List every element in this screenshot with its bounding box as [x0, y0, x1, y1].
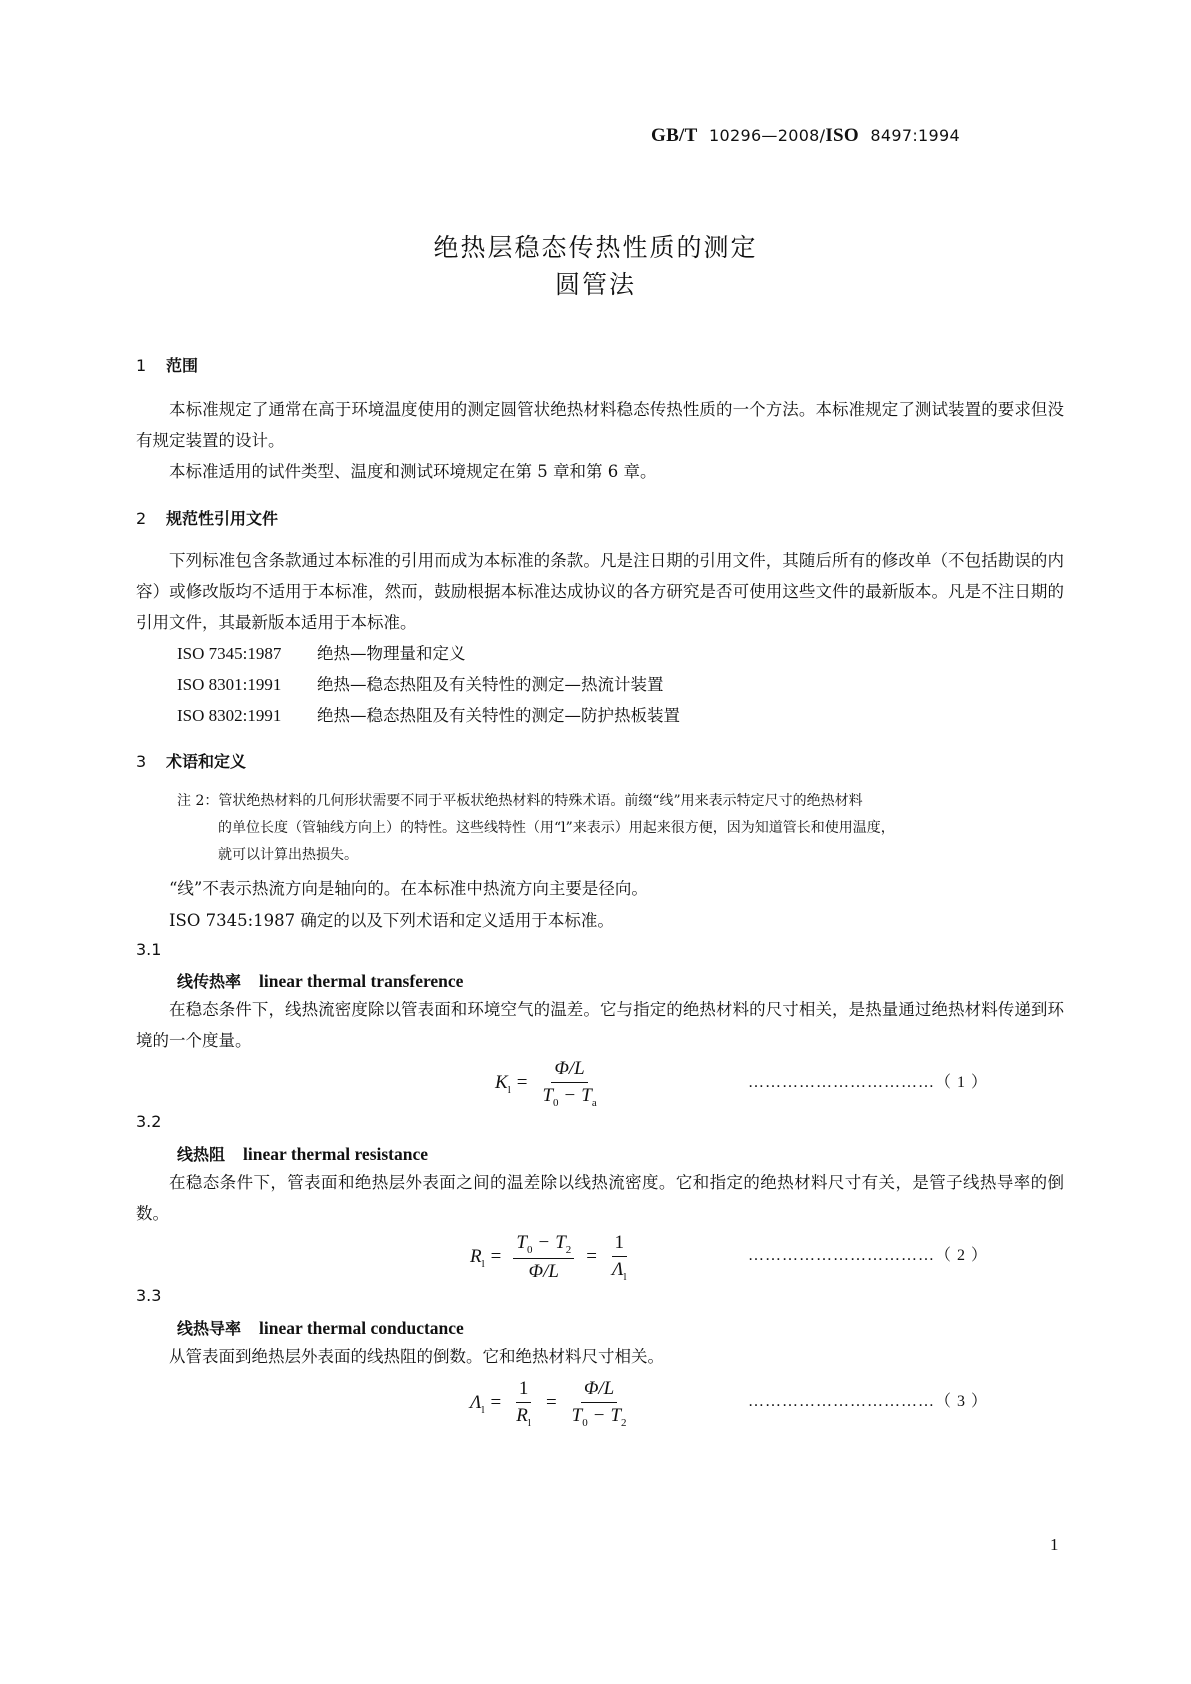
term-3-1-definition: 在稳态条件下，线热流密度除以管表面和环境空气的温差。它与指定的绝热材料的尺寸相关，是热量通过绝热材料传递到环境的一个度量。 — [136, 1000, 1064, 1050]
section-3-paragraph-1: “线”不表示热流方向是轴向的。在本标准中热流方向主要是径向。 — [169, 879, 648, 898]
document-title-line2: 圆管法 — [554, 270, 636, 299]
reference-item: ISO 7345:1987 绝热—物理量和定义 — [177, 644, 466, 663]
reference-item: ISO 8302:1991 绝热—稳态热阻及有关特性的测定—防护热板装置 — [177, 706, 680, 725]
term-3-1-number: 3.1 — [136, 940, 162, 959]
term-3-2-title: 线热阻 linear thermal resistance — [177, 1144, 429, 1164]
formula-2: $R_l$ = $\frac{T_0 - T_2}{\Phi/L}$ = $\frac{1}{\Lambda_l}$ — [470, 1232, 627, 1283]
formula-3: $\Lambda_l$ = $\frac{1}{R_l}$ = $\frac{\Phi/L}{T_0 - T_2}$ — [470, 1378, 627, 1429]
equation-number-2: ……………………………（ 2 ） — [748, 1247, 989, 1264]
term-3-2-number: 3.2 — [136, 1112, 162, 1131]
term-3-3-definition: 从管表面到绝热层外表面的线热阻的倒数。它和绝热材料尺寸相关。 — [169, 1347, 664, 1366]
equation-number-1: ……………………………（ 1 ） — [748, 1074, 989, 1091]
term-3-3-title: 线热导率 linear thermal conductance — [177, 1318, 464, 1338]
section-3-paragraph-2: ISO 7345:1987 确定的以及下列术语和定义适用于本标准。 — [169, 911, 614, 930]
section-2-paragraph: 下列标准包含条款通过本标准的引用而成为本标准的条款。凡是注日期的引用文件，其随后所有的修改单（不包括勘误的内容）或修改版均不适用于本标准，然而，鼓励根据本标准达成协议的各方研究是否可使用这些文件的最新版本。凡是不注日期的引用文件，其最新版本适用于本标准。 — [136, 551, 1064, 632]
page-number: 1 — [1050, 1535, 1059, 1554]
term-3-2-definition: 在稳态条件下，管表面和绝热层外表面之间的温差除以线热流密度。它和指定的绝热材料尺寸有关，是管子线热导率的倒数。 — [136, 1173, 1064, 1223]
standard-number: GB/T 10296—2008/ISO 8497:1994 — [651, 125, 960, 146]
term-3-3-number: 3.3 — [136, 1286, 162, 1305]
formula-1: $K_l$ = $\frac{\Phi/L}{T_0 - T_a}$ — [495, 1058, 597, 1109]
section-1-heading: 1 范围 — [136, 356, 199, 375]
section-2-heading: 2 规范性引用文件 — [136, 509, 279, 528]
section-1-paragraph-1: 本标准规定了通常在高于环境温度使用的测定圆管状绝热材料稳态传热性质的一个方法。本标准规定了测试装置的要求但没有规定装置的设计。 — [136, 400, 1064, 450]
section-3-heading: 3 术语和定义 — [136, 752, 247, 771]
reference-item: ISO 8301:1991 绝热—稳态热阻及有关特性的测定—热流计装置 — [177, 675, 664, 694]
document-title-line1: 绝热层稳态传热性质的测定 — [433, 233, 758, 262]
term-3-1-title: 线传热率 linear thermal transference — [177, 971, 464, 991]
section-1-paragraph-2: 本标准适用的试件类型、温度和测试环境规定在第 5 章和第 6 章。 — [169, 462, 657, 481]
note-2: 注 2：管状绝热材料的几何形状需要不同于平板状绝热材料的特殊术语。前缀“线”用来表示特定尺寸的绝热材料 的单位长度（管轴线方向上）的特性。这些线特性（用“l”来表示）用起来很方便，因为知道管长和使用温度， 就可以计算出热损失。 — [177, 793, 895, 863]
equation-number-3: ……………………………（ 3 ） — [748, 1393, 989, 1410]
